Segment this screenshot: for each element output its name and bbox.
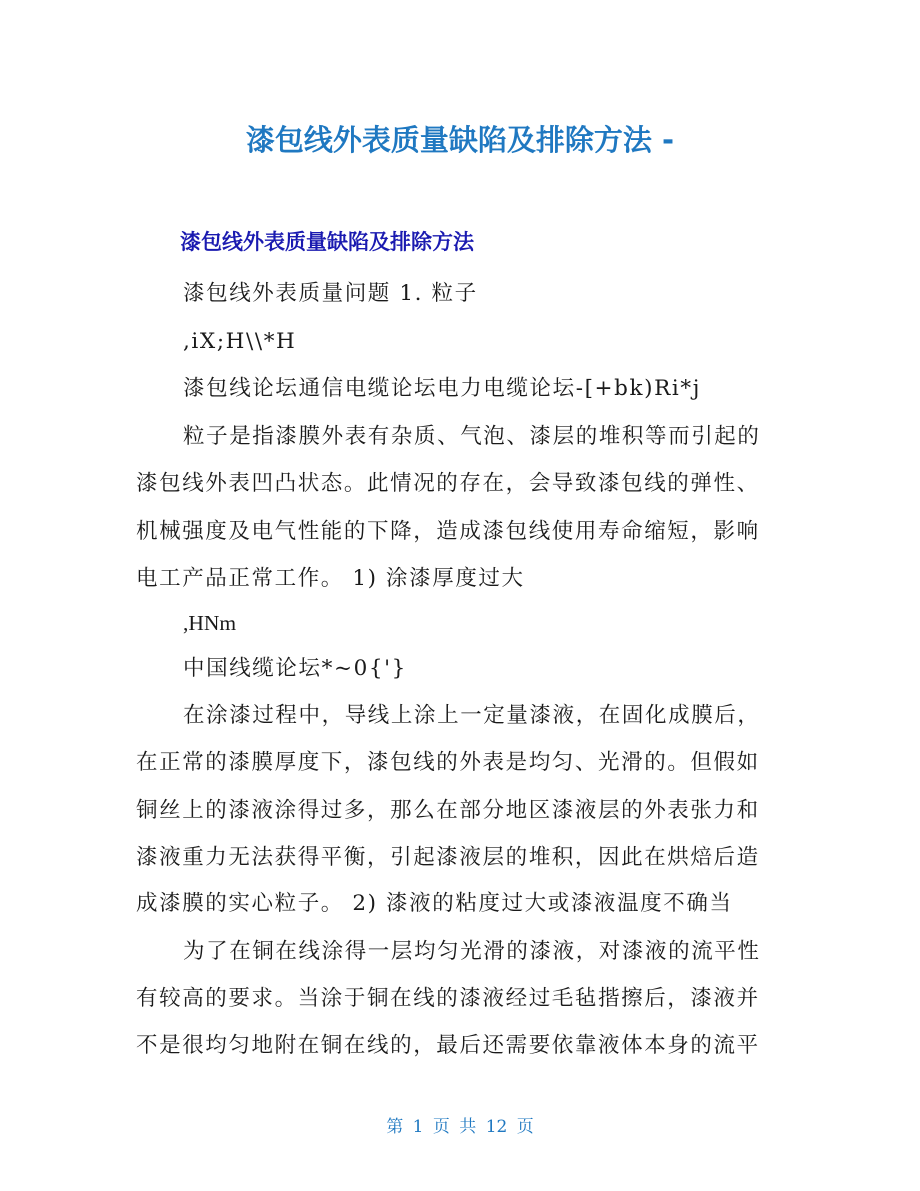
body-line: 漆液重力无法获得平衡，引起漆液层的堆积，因此在烘焙后造 — [136, 845, 760, 870]
body-line: 在正常的漆膜厚度下，漆包线的外表是均匀、光滑的。但假如 — [136, 750, 760, 775]
body-line: 电工产品正常工作。 1) 涂漆厚度过大 — [136, 566, 525, 591]
body-line: 有较高的要求。当涂于铜在线的漆液经过毛毡揩擦后，漆液并 — [136, 986, 760, 1011]
page-number: 第 1 页 共 12 页 — [386, 1117, 534, 1137]
body-line: 为了在铜在线涂得一层均匀光滑的漆液，对漆液的流平性 — [183, 939, 761, 964]
body-line: 机械强度及电气性能的下降，造成漆包线使用寿命缩短，影响 — [136, 519, 760, 544]
body-line: ,iX;H\\*H — [183, 329, 297, 354]
body-line: 不是很均匀地附在铜在线的，最后还需要依靠液体本身的流平 — [136, 1033, 760, 1058]
body-line: 中国线缆论坛*~0{'} — [183, 656, 407, 681]
body-line: 粒子是指漆膜外表有杂质、气泡、漆层的堆积等而引起的 — [183, 424, 761, 449]
body-line: 漆包线外表凹凸状态。此情况的存在，会导致漆包线的弹性、 — [136, 471, 760, 496]
body-line: 漆包线外表质量问题 1. 粒子 — [183, 281, 478, 306]
body-line: ,HNm — [183, 611, 237, 635]
body-line: 漆包线论坛通信电缆论坛电力电缆论坛-[+bk)Ri*j — [183, 376, 702, 401]
body-line: 铜丝上的漆液涂得过多，那么在部分地区漆液层的外表张力和 — [136, 798, 760, 823]
body-line: 成漆膜的实心粒子。 2) 漆液的粘度过大或漆液温度不确当 — [136, 891, 733, 916]
body-line: 在涂漆过程中，导线上涂上一定量漆液，在固化成膜后， — [183, 703, 761, 728]
document-title: 漆包线外表质量缺陷及排除方法 - — [245, 123, 675, 157]
section-heading: 漆包线外表质量缺陷及排除方法 — [180, 230, 474, 254]
